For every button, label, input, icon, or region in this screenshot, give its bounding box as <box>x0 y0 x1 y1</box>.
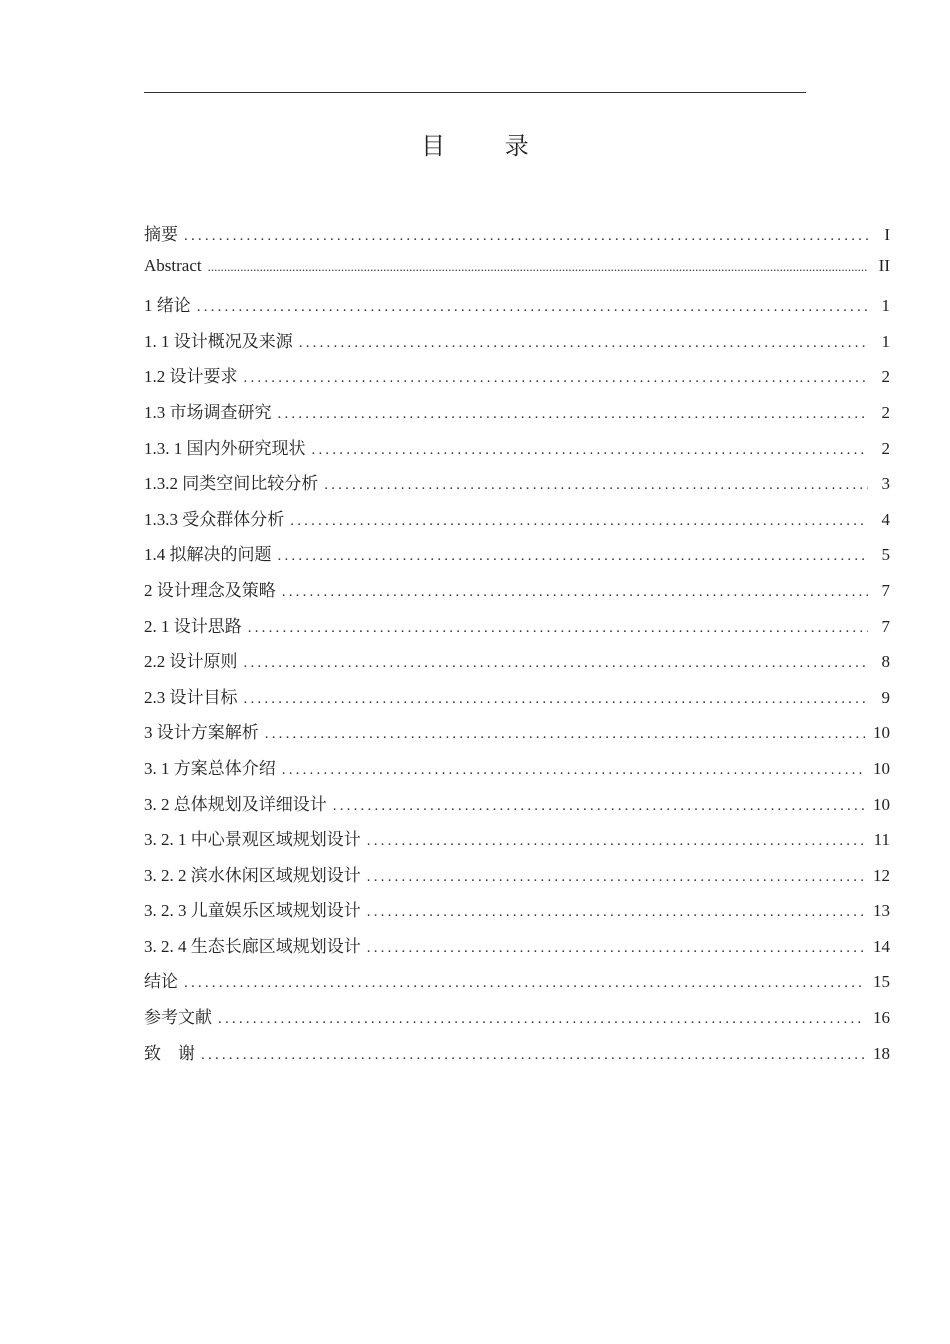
toc-entry-page: 7 <box>881 616 890 636</box>
dot-leader <box>218 1011 865 1028</box>
toc-entry[interactable] <box>144 362 890 398</box>
toc-entry-page: 5 <box>881 545 890 565</box>
toc-entry-label: 1.3. 1 国内外研究现状 <box>144 438 306 458</box>
toc-entry[interactable] <box>144 256 890 292</box>
toc-entry[interactable] <box>144 647 890 683</box>
header-rule <box>144 92 806 93</box>
dot-leader <box>367 904 865 921</box>
toc-entry-label: 3. 2. 4 生态长廊区域规划设计 <box>144 936 361 956</box>
toc-entry-page: 10 <box>873 758 890 778</box>
toc-entry-label: 3. 2 总体规划及详细设计 <box>144 794 327 814</box>
toc-entry-page: 15 <box>873 972 890 992</box>
toc-entry-page: 4 <box>881 509 890 529</box>
toc-entry-label: 结论 <box>144 972 178 992</box>
toc-entry[interactable] <box>144 790 890 826</box>
toc-entry-label: 参考文献 <box>144 1008 212 1028</box>
toc-entry-page: 16 <box>873 1008 890 1028</box>
toc-entry[interactable] <box>144 1039 890 1075</box>
toc-entry-page: 3 <box>881 474 890 494</box>
table-of-contents <box>144 220 890 1074</box>
toc-entry-label: 摘要 <box>144 225 178 244</box>
toc-entry[interactable] <box>144 683 890 719</box>
toc-entry-label: 3 设计方案解析 <box>144 723 259 743</box>
toc-entry[interactable] <box>144 434 890 470</box>
dot-leader <box>184 975 865 992</box>
toc-entry-page: 18 <box>873 1043 890 1063</box>
toc-entry-page: II <box>878 255 890 275</box>
dot-leader <box>248 620 868 637</box>
toc-entry-page: 10 <box>873 723 890 743</box>
toc-entry[interactable] <box>144 718 890 754</box>
toc-entry[interactable] <box>144 896 890 932</box>
toc-entry[interactable] <box>144 291 890 327</box>
toc-entry-page: 11 <box>873 830 890 850</box>
toc-entry-label: 2.2 设计原则 <box>144 652 238 672</box>
toc-entry[interactable] <box>144 327 890 363</box>
dot-leader <box>244 655 869 672</box>
page-title: 目 录 <box>421 132 555 160</box>
dot-leader <box>367 869 865 886</box>
dot-leader <box>244 370 869 387</box>
dot-leader <box>282 762 865 779</box>
toc-entry-page: 10 <box>873 794 890 814</box>
dot-leader <box>244 691 869 708</box>
toc-entry-label: 2. 1 设计思路 <box>144 616 242 636</box>
dot-leader <box>197 299 868 316</box>
dot-leader <box>282 584 868 601</box>
dot-leader <box>299 335 868 352</box>
toc-entry[interactable] <box>144 469 890 505</box>
dot-leader <box>324 477 868 494</box>
dot-leader <box>333 798 865 815</box>
toc-entry-page: 14 <box>873 936 890 956</box>
toc-entry-page: 1 <box>881 296 890 316</box>
dot-leader <box>278 406 869 423</box>
toc-entry-page: 1 <box>881 331 890 351</box>
toc-entry-label: 3. 1 方案总体介绍 <box>144 758 276 778</box>
toc-entry[interactable] <box>144 398 890 434</box>
toc-entry-label: 2 设计理念及策略 <box>144 580 276 600</box>
toc-entry-label: 致 谢 <box>144 1043 195 1063</box>
toc-entry[interactable] <box>144 612 890 648</box>
dot-leader <box>367 833 866 850</box>
dot-leader <box>184 228 868 245</box>
toc-entry[interactable] <box>144 861 890 897</box>
toc-entry-label: 3. 2. 1 中心景观区域规划设计 <box>144 830 361 850</box>
toc-entry[interactable] <box>144 967 890 1003</box>
toc-entry-page: 13 <box>873 901 890 921</box>
dot-leader <box>208 259 868 275</box>
toc-entry-page: 2 <box>881 402 890 422</box>
toc-entry[interactable] <box>144 932 890 968</box>
toc-entry-page: 2 <box>881 367 890 387</box>
toc-entry-label: 1.3.3 受众群体分析 <box>144 509 285 529</box>
toc-entry-label: 3. 2. 3 儿童娱乐区域规划设计 <box>144 901 361 921</box>
toc-entry-label: 2.3 设计目标 <box>144 687 238 707</box>
toc-entry[interactable] <box>144 540 890 576</box>
toc-entry-page: 2 <box>881 438 890 458</box>
toc-entry-page: 8 <box>881 652 890 672</box>
toc-entry-page: 12 <box>873 865 890 885</box>
toc-entry-label: 1.3 市场调查研究 <box>144 402 272 422</box>
dot-leader <box>265 726 865 743</box>
toc-entry[interactable] <box>144 1003 890 1039</box>
dot-leader <box>290 513 868 530</box>
toc-entry-label: 1.2 设计要求 <box>144 367 238 387</box>
toc-entry-label: 1.4 拟解决的问题 <box>144 545 272 565</box>
toc-entry[interactable] <box>144 505 890 541</box>
dot-leader <box>367 940 865 957</box>
toc-entry[interactable] <box>144 825 890 861</box>
toc-entry-label: 1 绪论 <box>144 296 191 316</box>
toc-entry-label: 3. 2. 2 滨水休闲区域规划设计 <box>144 865 361 885</box>
toc-entry-page: I <box>884 225 890 244</box>
toc-entry-label: 1.3.2 同类空间比较分析 <box>144 474 319 494</box>
dot-leader <box>201 1047 865 1064</box>
dot-leader <box>278 548 869 565</box>
toc-entry[interactable] <box>144 220 890 256</box>
toc-entry-label: Abstract <box>144 255 202 275</box>
toc-entry-page: 7 <box>881 580 890 600</box>
toc-entry-label: 1. 1 设计概况及来源 <box>144 331 293 351</box>
toc-entry[interactable] <box>144 576 890 612</box>
toc-entry-page: 9 <box>881 687 890 707</box>
dot-leader <box>312 442 869 459</box>
toc-entry[interactable] <box>144 754 890 790</box>
